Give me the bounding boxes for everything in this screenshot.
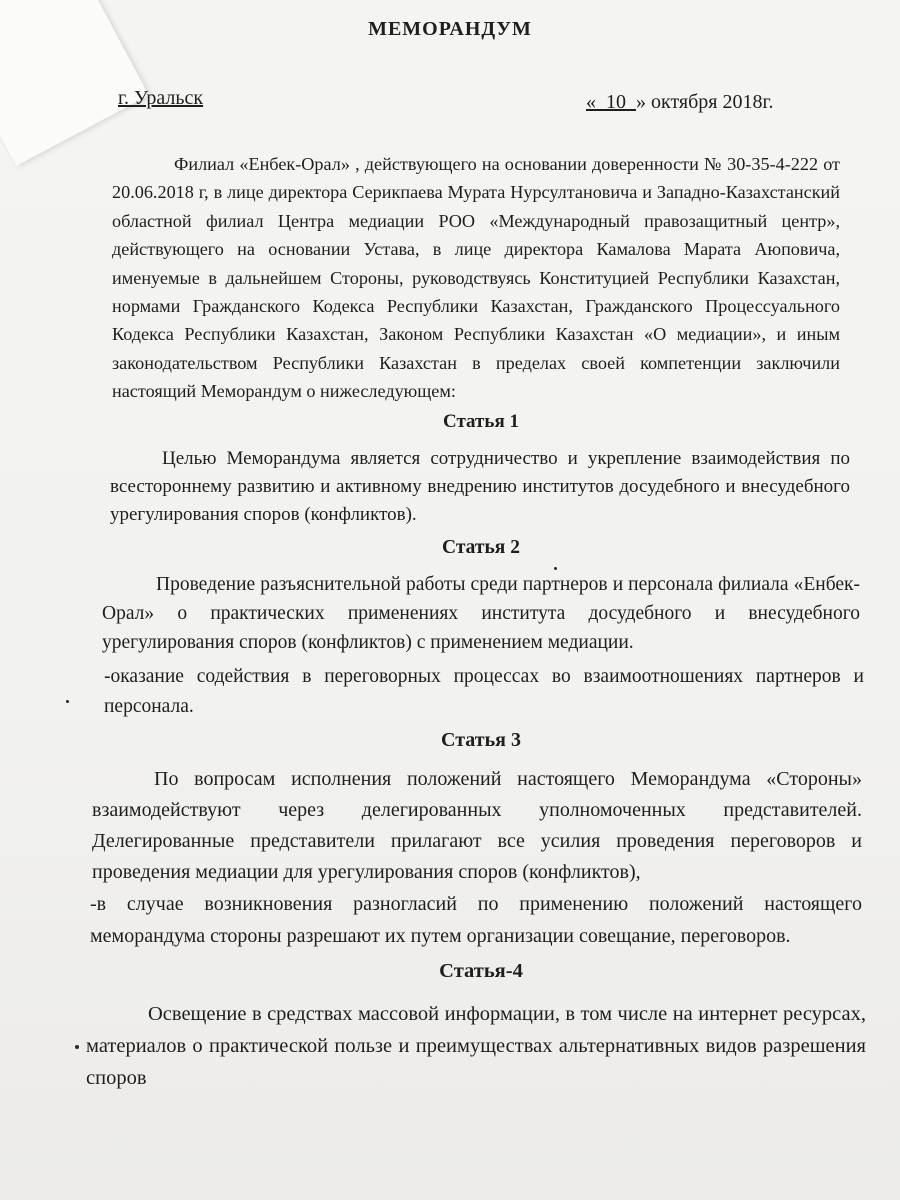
preamble-paragraph: Филиал «Енбек-Орал» , действующего на основании доверенности № 30-35-4-222 от 20.06.2018 г, в лице директора Серикпаева Мурата Нурсултановича и Западно-Казахстанский областной филиал Центра медиации РОО «Международный правозащитный центр», действующего на основании Устава, в лице директора Камалова Марата Аюповича, именуемые в дальнейшем Стороны, руководствуясь Конституцией Республики Казахстан, нормами Гражданского Кодекса Республики Казахстан, Гражданского Процессуального Кодекса Республики Казахстан, Законом Республики Казахстан «О медиации», и иным законодательством Республики Казахстан в пределах своей компетенции заключили настоящий Меморандум о нижеследующем: bbox=[112, 154, 840, 402]
article-3-paragraph: По вопросам исполнения положений настоящего Меморандума «Стороны» взаимодействуют через делегированных уполномоченных представителей. Делегированные представители прилагают все усилия проведения переговоров и проведения медиации для урегулирования споров (конфликтов), bbox=[92, 768, 862, 883]
document-date bbox=[586, 91, 773, 114]
ink-dot bbox=[554, 567, 557, 570]
date-day: 10 bbox=[596, 91, 636, 113]
article-3-heading: Статья 3 bbox=[441, 729, 521, 751]
article-2-paragraph: Проведение разъяснительной работы среди партнеров и персонала филиала «Енбек-Орал» о практических применениях института досудебного и внесудебного урегулирования споров (конфликтов) с применением медиации. bbox=[102, 574, 860, 653]
article-1-paragraph: Целью Меморандума является сотрудничество и укрепление взаимодействия по всестороннему развитию и активному внедрению институтов досудебного и внесудебного урегулирования споров (конфликтов). bbox=[110, 448, 850, 525]
ink-dot bbox=[66, 700, 69, 703]
document-city: г. Уральск bbox=[118, 87, 204, 109]
article-2-bullet: -оказание содействия в переговорных процессах во взаимоотношениях партнеров и персонала. bbox=[104, 666, 864, 717]
article-4-paragraph: Освещение в средствах массовой информации, в том числе на интернет ресурсах, материалов о практической пользе и преимуществах альтернативных видов разрешения споров bbox=[86, 1003, 866, 1089]
article-4-heading: Статья-4 bbox=[439, 960, 523, 982]
article-1-heading: Статья 1 bbox=[443, 411, 519, 432]
date-open-quote: « bbox=[586, 91, 596, 113]
document-title: МЕМОРАНДУМ bbox=[368, 18, 532, 40]
article-2-heading: Статья 2 bbox=[442, 537, 520, 558]
date-month-year: » октября 2018г. bbox=[636, 91, 774, 113]
ink-dot bbox=[75, 1045, 79, 1049]
article-3-bullet: -в случае возникновения разногласий по применению положений настоящего меморандума стороны разрешают их путем организации совещание, переговоров. bbox=[90, 893, 862, 947]
